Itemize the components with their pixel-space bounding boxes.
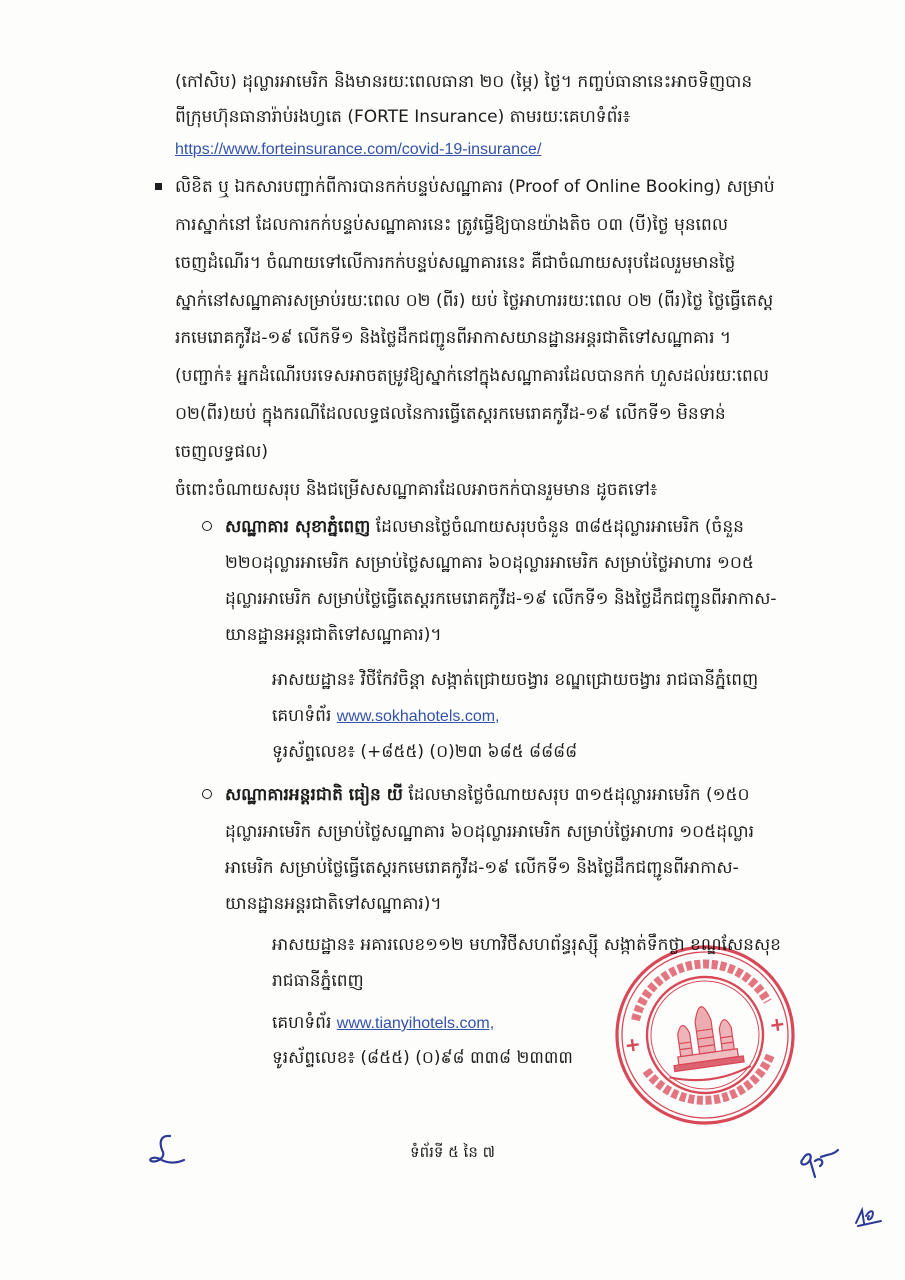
- hotel-2-phone: ទូរស័ព្ទលេខ៖ (៨៥៥) (០)៩៨ ៣៣៨ ២៣៣៣: [272, 1048, 573, 1068]
- sub-bullet-circle-icon: [202, 789, 212, 799]
- hotel-2-website-label: គេហទំព័រ: [272, 1013, 332, 1033]
- hotel-1-website-line: [272, 704, 855, 730]
- intro-line-1: (កៅសិប) ដុល្លារអាមេរិក និងមានរយៈពេលធានា ២០ (ម្ភៃ) ថ្ងៃ។ កញ្ចប់ធានានេះអាចទិញបាន: [175, 72, 753, 92]
- booking-line-7: ០២(ពីរ)យប់ ក្នុងករណីដែលលទ្ធផលនៃការធ្វើតេស្តរកមេរោគកូវីដ-១៩ លើកទី១ មិនទាន់: [175, 404, 726, 424]
- initials-signature-corner: [852, 1204, 884, 1230]
- forte-insurance-link[interactable]: https://www.forteinsurance.com/covid-19-insurance/: [175, 141, 542, 158]
- hotel-1-line-1-text: ដែលមានថ្លៃចំណាយសរុបចំនួន ៣៨៥ដុល្លារអាមេរិក (ចំនួន: [375, 517, 744, 537]
- hotel-2-line-1: [225, 783, 855, 809]
- hotel-2-address-1: អាសយដ្ឋាន៖ អគារលេខ១១២ មហាវិថីសហព័ន្ធរុស្ស៊ី សង្កាត់ទឹកថ្លា ខណ្ឌសែនសុខ: [272, 935, 781, 955]
- official-seal-icon: [600, 930, 810, 1140]
- hotel-1-phone: ទូរស័ព្ទលេខ៖ (+៨៥៥) (០)២៣ ៦៨៥ ៨៨៨៨: [272, 742, 578, 762]
- hotel-1-website-link[interactable]: www.sokhahotels.com,: [336, 708, 500, 725]
- intro-line-2: ពីក្រុមហ៊ុនធានារ៉ាប់រងហ្វតេ (FORTE Insurance) តាមរយៈគេហទំព័រ៖: [175, 107, 631, 127]
- booking-line-8: ចេញលទ្ធផល): [175, 442, 268, 462]
- booking-line-2: ការស្នាក់នៅ ដែលការកក់បន្ទប់សណ្ឋាគារនេះ ត្រូវធ្វើឱ្យបានយ៉ាងតិច ០៣ (បី)ថ្ងៃ មុនពេល: [175, 215, 729, 235]
- booking-line-1: លិខិត ឬ ឯកសារបញ្ជាក់ពីការបានកក់បន្ទប់សណ្ឋាគារ (Proof of Online Booking) សម្រាប់: [175, 177, 775, 197]
- hotel-1-address: អាសយដ្ឋាន៖ វិថីកែវចិន្តា សង្កាត់ជ្រោយចង្វារ ខណ្ឌជ្រោយចង្វារ រាជធានីភ្នំពេញ: [272, 670, 759, 690]
- hotel-1-line-3: ដុល្លារអាមេរិក សម្រាប់ថ្លៃធ្វើតេស្តរកមេរោគកូវីដ-១៩ លើកទី១ និងថ្លៃដឹកជញ្ជូនពីអាកាស-: [225, 589, 777, 609]
- sub-bullet-circle-icon: [202, 521, 212, 531]
- booking-line-4: ស្នាក់នៅសណ្ឋាគារសម្រាប់រយៈពេល ០២ (ពីរ) យប់ ថ្លៃអាហាររយៈពេល ០២ (ពីរ)ថ្ងៃ ថ្លៃធ្វើតេស្ត: [175, 291, 774, 311]
- hotel-1-name: សណ្ឋាគារ សុខាភ្នំពេញ: [225, 517, 371, 537]
- hotel-2-website-link[interactable]: www.tianyihotels.com,: [336, 1015, 495, 1032]
- forte-link-line: [175, 137, 855, 163]
- bullet-square-icon: [155, 183, 162, 190]
- hotel-1-line-2: ២២០ដុល្លារអាមេរិក សម្រាប់ថ្លៃសណ្ឋាគារ ៦០ដុល្លារអាមេរិក សម្រាប់ថ្លៃអាហារ ១០៥: [225, 553, 754, 573]
- initials-signature-left: [146, 1132, 190, 1170]
- hotel-2-address-2: រាជធានីភ្នំពេញ: [272, 971, 364, 991]
- hotel-1-line-1: [225, 515, 855, 541]
- hotel-2-line-4: យានដ្ឋានអន្តរជាតិទៅសណ្ឋាគារ)។: [225, 894, 442, 914]
- booking-line-5: រកមេរោគកូវីដ-១៩ លើកទី១ និងថ្លៃដឹកជញ្ជូនពីអាកាសយានដ្ឋានអន្តរជាតិទៅសណ្ឋាគារ ។: [175, 328, 732, 348]
- options-intro: ចំពោះចំណាយសរុប និងជម្រើសសណ្ឋាគារដែលអាចកក់បានរួមមាន ដូចតទៅ៖: [175, 480, 658, 500]
- hotel-1-line-4: យានដ្ឋានអន្តរជាតិទៅសណ្ឋាគារ)។: [225, 625, 442, 645]
- page-number: ទំព័រទី ៥ នៃ ៧: [410, 1143, 495, 1161]
- hotel-2-line-2: ដុល្លារអាមេរិក សម្រាប់ថ្លៃសណ្ឋាគារ ៦០ដុល្លារអាមេរិក សម្រាប់ថ្លៃអាហារ ១០៥ដុល្លារ: [225, 822, 754, 842]
- hotel-2-line-1-text: ដែលមានថ្លៃចំណាយសរុប ៣១៥ដុល្លារអាមេរិក (១៥០: [408, 785, 750, 805]
- booking-line-6: (បញ្ជាក់៖ អ្នកដំណើរបរទេសអាចតម្រូវឱ្យស្នាក់នៅក្នុងសណ្ឋាគារដែលបានកក់ ហួសដល់រយៈពេល: [175, 366, 769, 386]
- booking-line-3: ចេញដំណើរ។ ចំណាយទៅលើការកក់បន្ទប់សណ្ឋាគារនេះ គឺជាចំណាយសរុបដែលរួមមានថ្លៃ: [175, 253, 736, 273]
- hotel-2-line-3: អាមេរិក សម្រាប់ថ្លៃធ្វើតេស្តរកមេរោគកូវីដ-១៩ លើកទី១ និងថ្លៃដឹកជញ្ជូនពីអាកាស-: [225, 858, 739, 878]
- hotel-1-website-label: គេហទំព័រ: [272, 706, 332, 726]
- initials-signature-right: [795, 1147, 841, 1181]
- hotel-2-name: សណ្ឋាគារអន្តរជាតិ ធៀន យី: [225, 785, 403, 805]
